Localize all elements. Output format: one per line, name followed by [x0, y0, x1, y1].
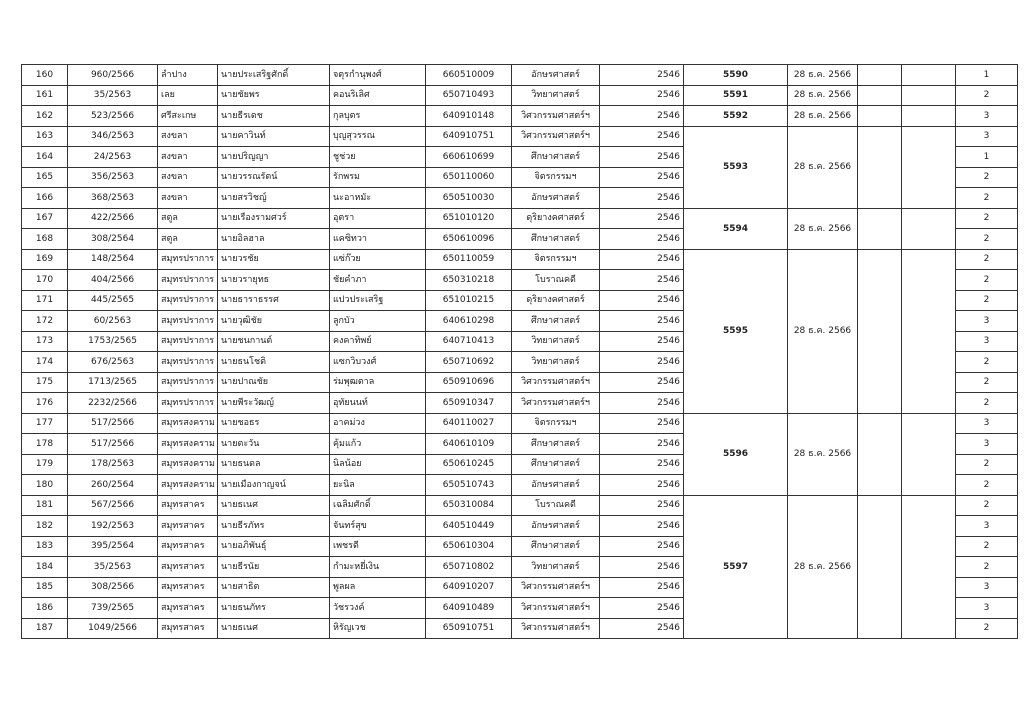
- row-number-cell: 164: [22, 147, 68, 168]
- first-name-cell: นายธีรนัย: [218, 557, 330, 578]
- faculty-cell: ดุริยางคศาสตร์: [512, 208, 600, 229]
- student-id-cell: 650910347: [426, 393, 512, 414]
- student-id-cell: 650610245: [426, 454, 512, 475]
- row-number-cell: 182: [22, 516, 68, 537]
- group-cell: 2: [956, 85, 1018, 106]
- batch-number-cell: 5594: [684, 208, 788, 249]
- row-number-cell: 161: [22, 85, 68, 106]
- group-cell: 2: [956, 495, 1018, 516]
- year-cell: 2546: [600, 413, 684, 434]
- batch-number-cell: 5591: [684, 85, 788, 106]
- case-code-cell: 523/2566: [68, 106, 158, 127]
- case-code-cell: 356/2563: [68, 167, 158, 188]
- student-id-cell: 640110027: [426, 413, 512, 434]
- group-cell: 2: [956, 475, 1018, 496]
- student-id-cell: 660510009: [426, 65, 512, 86]
- case-code-cell: 517/2566: [68, 434, 158, 455]
- province-cell: สมุทรปราการ: [158, 352, 218, 373]
- first-name-cell: นายธีรภัทร: [218, 516, 330, 537]
- surname-cell: นิลน้อย: [330, 454, 426, 475]
- faculty-cell: วิทยาศาสตร์: [512, 331, 600, 352]
- case-code-cell: 60/2563: [68, 311, 158, 332]
- first-name-cell: นายคาวินท์: [218, 126, 330, 147]
- blank-cell: [858, 106, 902, 127]
- student-id-cell: 650110060: [426, 167, 512, 188]
- province-cell: สงขลา: [158, 188, 218, 209]
- surname-cell: ชัยคำภา: [330, 270, 426, 291]
- table-row: [22, 126, 1018, 147]
- case-code-cell: 24/2563: [68, 147, 158, 168]
- row-number-cell: 179: [22, 454, 68, 475]
- table-row: [22, 65, 1018, 86]
- province-cell: สตูล: [158, 229, 218, 250]
- blank-cell: [902, 126, 956, 208]
- group-cell: 2: [956, 208, 1018, 229]
- group-cell: 3: [956, 331, 1018, 352]
- faculty-cell: วิศวกรรมศาสตร์ฯ: [512, 598, 600, 619]
- table-row: [22, 249, 1018, 270]
- row-number-cell: 184: [22, 557, 68, 578]
- row-number-cell: 181: [22, 495, 68, 516]
- province-cell: สมุทรปราการ: [158, 270, 218, 291]
- year-cell: 2546: [600, 270, 684, 291]
- group-cell: 2: [956, 536, 1018, 557]
- year-cell: 2546: [600, 618, 684, 639]
- first-name-cell: นายชนกานต์: [218, 331, 330, 352]
- batch-date-cell: 28 ธ.ค. 2566: [788, 85, 858, 106]
- batch-date-cell: 28 ธ.ค. 2566: [788, 413, 858, 495]
- first-name-cell: นายธเนศ: [218, 495, 330, 516]
- blank-cell: [858, 249, 902, 413]
- surname-cell: จตุรกำนุพงศ์: [330, 65, 426, 86]
- faculty-cell: ศึกษาศาสตร์: [512, 229, 600, 250]
- province-cell: สมุทรปราการ: [158, 393, 218, 414]
- group-cell: 3: [956, 516, 1018, 537]
- faculty-cell: อักษรศาสตร์: [512, 65, 600, 86]
- blank-cell: [902, 249, 956, 413]
- batch-number-cell: 5590: [684, 65, 788, 86]
- group-cell: 3: [956, 413, 1018, 434]
- case-code-cell: 517/2566: [68, 413, 158, 434]
- surname-cell: แคซิทวา: [330, 229, 426, 250]
- surname-cell: อาคม่วง: [330, 413, 426, 434]
- first-name-cell: นายสาธิต: [218, 577, 330, 598]
- first-name-cell: นายเมืองกาญจน์: [218, 475, 330, 496]
- faculty-cell: โบราณคดี: [512, 270, 600, 291]
- student-id-cell: 650610304: [426, 536, 512, 557]
- surname-cell: หิรัญเวช: [330, 618, 426, 639]
- surname-cell: จันทร์สุข: [330, 516, 426, 537]
- province-cell: สมุทรปราการ: [158, 311, 218, 332]
- case-code-cell: 148/2564: [68, 249, 158, 270]
- faculty-cell: วิศวกรรมศาสตร์ฯ: [512, 372, 600, 393]
- row-number-cell: 183: [22, 536, 68, 557]
- surname-cell: แซ่ก๊วย: [330, 249, 426, 270]
- case-code-cell: 308/2566: [68, 577, 158, 598]
- student-id-cell: 640910207: [426, 577, 512, 598]
- student-id-cell: 650910696: [426, 372, 512, 393]
- case-code-cell: 960/2566: [68, 65, 158, 86]
- surname-cell: รักพรม: [330, 167, 426, 188]
- student-id-cell: 650510030: [426, 188, 512, 209]
- table-row: [22, 85, 1018, 106]
- batch-date-cell: 28 ธ.ค. 2566: [788, 106, 858, 127]
- row-number-cell: 169: [22, 249, 68, 270]
- surname-cell: ลูกบัว: [330, 311, 426, 332]
- faculty-cell: วิทยาศาสตร์: [512, 557, 600, 578]
- case-code-cell: 35/2563: [68, 85, 158, 106]
- year-cell: 2546: [600, 106, 684, 127]
- group-cell: 3: [956, 106, 1018, 127]
- first-name-cell: นายสรวิชญ์: [218, 188, 330, 209]
- table-row: [22, 106, 1018, 127]
- year-cell: 2546: [600, 126, 684, 147]
- blank-cell: [902, 413, 956, 495]
- group-cell: 3: [956, 311, 1018, 332]
- surname-cell: วัชรวงค์: [330, 598, 426, 619]
- province-cell: สงขลา: [158, 126, 218, 147]
- case-code-cell: 192/2563: [68, 516, 158, 537]
- case-code-cell: 35/2563: [68, 557, 158, 578]
- surname-cell: กำมะหยี่เงิน: [330, 557, 426, 578]
- group-cell: 2: [956, 618, 1018, 639]
- surname-cell: นะอาหมัะ: [330, 188, 426, 209]
- faculty-cell: วิศวกรรมศาสตร์ฯ: [512, 126, 600, 147]
- year-cell: 2546: [600, 352, 684, 373]
- province-cell: สมุทรสงคราม: [158, 454, 218, 475]
- blank-cell: [902, 106, 956, 127]
- province-cell: สมุทรสาคร: [158, 598, 218, 619]
- row-number-cell: 185: [22, 577, 68, 598]
- group-cell: 2: [956, 249, 1018, 270]
- surname-cell: คงคาทิพย์: [330, 331, 426, 352]
- case-code-cell: 739/2565: [68, 598, 158, 619]
- student-id-cell: 650610096: [426, 229, 512, 250]
- case-code-cell: 567/2566: [68, 495, 158, 516]
- blank-cell: [902, 208, 956, 249]
- year-cell: 2546: [600, 167, 684, 188]
- year-cell: 2546: [600, 475, 684, 496]
- student-id-cell: 650910751: [426, 618, 512, 639]
- first-name-cell: นายตะวัน: [218, 434, 330, 455]
- province-cell: สมุทรปราการ: [158, 290, 218, 311]
- group-cell: 2: [956, 393, 1018, 414]
- group-cell: 3: [956, 577, 1018, 598]
- year-cell: 2546: [600, 147, 684, 168]
- year-cell: 2546: [600, 311, 684, 332]
- blank-cell: [858, 413, 902, 495]
- group-cell: 2: [956, 290, 1018, 311]
- case-code-cell: 676/2563: [68, 352, 158, 373]
- case-code-cell: 368/2563: [68, 188, 158, 209]
- row-number-cell: 177: [22, 413, 68, 434]
- group-cell: 1: [956, 147, 1018, 168]
- surname-cell: อุตรา: [330, 208, 426, 229]
- surname-cell: คอนริเลิศ: [330, 85, 426, 106]
- faculty-cell: จิตรกรรมฯ: [512, 167, 600, 188]
- group-cell: 1: [956, 65, 1018, 86]
- year-cell: 2546: [600, 434, 684, 455]
- student-id-cell: 640910489: [426, 598, 512, 619]
- province-cell: ลำปาง: [158, 65, 218, 86]
- document-table: [21, 64, 1018, 639]
- province-cell: สมุทรสาคร: [158, 557, 218, 578]
- year-cell: 2546: [600, 557, 684, 578]
- student-id-cell: 650710802: [426, 557, 512, 578]
- year-cell: 2546: [600, 249, 684, 270]
- province-cell: สตูล: [158, 208, 218, 229]
- table-row: [22, 208, 1018, 229]
- first-name-cell: นายปาณชัย: [218, 372, 330, 393]
- blank-cell: [858, 126, 902, 208]
- faculty-cell: วิศวกรรมศาสตร์ฯ: [512, 618, 600, 639]
- group-cell: 2: [956, 270, 1018, 291]
- case-code-cell: 308/2564: [68, 229, 158, 250]
- row-number-cell: 180: [22, 475, 68, 496]
- row-number-cell: 167: [22, 208, 68, 229]
- batch-number-cell: 5593: [684, 126, 788, 208]
- first-name-cell: นายธนภัทร: [218, 598, 330, 619]
- student-id-cell: 640610298: [426, 311, 512, 332]
- year-cell: 2546: [600, 495, 684, 516]
- province-cell: สงขลา: [158, 147, 218, 168]
- student-id-cell: 640610109: [426, 434, 512, 455]
- surname-cell: ชูช่วย: [330, 147, 426, 168]
- province-cell: สมุทรปราการ: [158, 249, 218, 270]
- batch-number-cell: 5595: [684, 249, 788, 413]
- row-number-cell: 171: [22, 290, 68, 311]
- row-number-cell: 187: [22, 618, 68, 639]
- year-cell: 2546: [600, 454, 684, 475]
- first-name-cell: นายวรชัย: [218, 249, 330, 270]
- first-name-cell: นายวรรณรัตน์: [218, 167, 330, 188]
- row-number-cell: 175: [22, 372, 68, 393]
- student-id-cell: 650510743: [426, 475, 512, 496]
- group-cell: 2: [956, 352, 1018, 373]
- province-cell: สมุทรสงคราม: [158, 434, 218, 455]
- student-id-cell: 651010215: [426, 290, 512, 311]
- first-name-cell: นายวุฒิชัย: [218, 311, 330, 332]
- year-cell: 2546: [600, 598, 684, 619]
- case-code-cell: 395/2564: [68, 536, 158, 557]
- table-body: [22, 65, 1018, 639]
- surname-cell: เพชรดี: [330, 536, 426, 557]
- row-number-cell: 178: [22, 434, 68, 455]
- surname-cell: พูลผล: [330, 577, 426, 598]
- year-cell: 2546: [600, 208, 684, 229]
- surname-cell: แปวประเสริฐ: [330, 290, 426, 311]
- province-cell: เลย: [158, 85, 218, 106]
- row-number-cell: 165: [22, 167, 68, 188]
- group-cell: 2: [956, 557, 1018, 578]
- case-code-cell: 260/2564: [68, 475, 158, 496]
- batch-number-cell: 5596: [684, 413, 788, 495]
- student-id-cell: 640710413: [426, 331, 512, 352]
- province-cell: สมุทรสงคราม: [158, 413, 218, 434]
- case-code-cell: 346/2563: [68, 126, 158, 147]
- blank-cell: [858, 208, 902, 249]
- province-cell: สมุทรสาคร: [158, 618, 218, 639]
- row-number-cell: 168: [22, 229, 68, 250]
- batch-date-cell: 28 ธ.ค. 2566: [788, 495, 858, 639]
- first-name-cell: นายชอธร: [218, 413, 330, 434]
- blank-cell: [902, 495, 956, 639]
- province-cell: สมุทรสาคร: [158, 495, 218, 516]
- batch-date-cell: 28 ธ.ค. 2566: [788, 65, 858, 86]
- faculty-cell: วิทยาศาสตร์: [512, 85, 600, 106]
- student-id-cell: 640510449: [426, 516, 512, 537]
- faculty-cell: ดุริยางคศาสตร์: [512, 290, 600, 311]
- first-name-cell: นายธนดล: [218, 454, 330, 475]
- first-name-cell: นายวรายุทธ: [218, 270, 330, 291]
- province-cell: สมุทรปราการ: [158, 372, 218, 393]
- row-number-cell: 186: [22, 598, 68, 619]
- faculty-cell: อักษรศาสตร์: [512, 188, 600, 209]
- first-name-cell: นายธนโชติ: [218, 352, 330, 373]
- batch-number-cell: 5597: [684, 495, 788, 639]
- row-number-cell: 172: [22, 311, 68, 332]
- first-name-cell: นายธาราธรรศ: [218, 290, 330, 311]
- surname-cell: บุญสุวรรณ: [330, 126, 426, 147]
- group-cell: 3: [956, 434, 1018, 455]
- group-cell: 2: [956, 229, 1018, 250]
- blank-cell: [902, 65, 956, 86]
- first-name-cell: นายประเสริฐศักดิ์: [218, 65, 330, 86]
- group-cell: 2: [956, 454, 1018, 475]
- student-id-cell: 640910148: [426, 106, 512, 127]
- batch-number-cell: 5592: [684, 106, 788, 127]
- surname-cell: กุลบุตร: [330, 106, 426, 127]
- faculty-cell: ศึกษาศาสตร์: [512, 311, 600, 332]
- faculty-cell: วิศวกรรมศาสตร์ฯ: [512, 106, 600, 127]
- year-cell: 2546: [600, 393, 684, 414]
- province-cell: สมุทรสาคร: [158, 577, 218, 598]
- surname-cell: เฉลิมศักดิ์: [330, 495, 426, 516]
- year-cell: 2546: [600, 229, 684, 250]
- table-row: [22, 495, 1018, 516]
- group-cell: 3: [956, 126, 1018, 147]
- faculty-cell: อักษรศาสตร์: [512, 516, 600, 537]
- faculty-cell: อักษรศาสตร์: [512, 475, 600, 496]
- student-id-cell: 650310218: [426, 270, 512, 291]
- row-number-cell: 160: [22, 65, 68, 86]
- row-number-cell: 176: [22, 393, 68, 414]
- province-cell: สมุทรปราการ: [158, 331, 218, 352]
- faculty-cell: ศึกษาศาสตร์: [512, 454, 600, 475]
- blank-cell: [858, 65, 902, 86]
- row-number-cell: 163: [22, 126, 68, 147]
- faculty-cell: จิตรกรรมฯ: [512, 413, 600, 434]
- first-name-cell: นายอภิพันธุ์: [218, 536, 330, 557]
- faculty-cell: จิตรกรรมฯ: [512, 249, 600, 270]
- year-cell: 2546: [600, 536, 684, 557]
- batch-date-cell: 28 ธ.ค. 2566: [788, 208, 858, 249]
- first-name-cell: นายธีรเดช: [218, 106, 330, 127]
- group-cell: 2: [956, 188, 1018, 209]
- student-id-cell: 651010120: [426, 208, 512, 229]
- province-cell: สมุทรสงคราม: [158, 475, 218, 496]
- group-cell: 2: [956, 372, 1018, 393]
- province-cell: สงขลา: [158, 167, 218, 188]
- first-name-cell: นายพีระวัฒญ์: [218, 393, 330, 414]
- year-cell: 2546: [600, 65, 684, 86]
- case-code-cell: 2232/2566: [68, 393, 158, 414]
- faculty-cell: วิทยาศาสตร์: [512, 352, 600, 373]
- first-name-cell: นายชัยพร: [218, 85, 330, 106]
- row-number-cell: 173: [22, 331, 68, 352]
- case-code-cell: 1713/2565: [68, 372, 158, 393]
- student-id-cell: 640910751: [426, 126, 512, 147]
- province-cell: สมุทรสาคร: [158, 516, 218, 537]
- case-code-cell: 178/2563: [68, 454, 158, 475]
- row-number-cell: 170: [22, 270, 68, 291]
- faculty-cell: ศึกษาศาสตร์: [512, 536, 600, 557]
- student-id-cell: 650110059: [426, 249, 512, 270]
- year-cell: 2546: [600, 516, 684, 537]
- surname-cell: แซกวิบวงศ์: [330, 352, 426, 373]
- case-code-cell: 1049/2566: [68, 618, 158, 639]
- first-name-cell: นายเรืองรามศวร์: [218, 208, 330, 229]
- student-id-cell: 660610699: [426, 147, 512, 168]
- faculty-cell: ศึกษาศาสตร์: [512, 147, 600, 168]
- blank-cell: [902, 85, 956, 106]
- batch-date-cell: 28 ธ.ค. 2566: [788, 126, 858, 208]
- year-cell: 2546: [600, 331, 684, 352]
- student-id-cell: 650710493: [426, 85, 512, 106]
- faculty-cell: วิศวกรรมศาสตร์ฯ: [512, 393, 600, 414]
- group-cell: 2: [956, 167, 1018, 188]
- group-cell: 3: [956, 598, 1018, 619]
- surname-cell: ร่มพุฒตาล: [330, 372, 426, 393]
- first-name-cell: นายอิลฮาล: [218, 229, 330, 250]
- faculty-cell: วิศวกรรมศาสตร์ฯ: [512, 577, 600, 598]
- blank-cell: [858, 495, 902, 639]
- surname-cell: อุทัยนนท์: [330, 393, 426, 414]
- batch-date-cell: 28 ธ.ค. 2566: [788, 249, 858, 413]
- student-id-cell: 650310084: [426, 495, 512, 516]
- first-name-cell: นายธเนศ: [218, 618, 330, 639]
- row-number-cell: 174: [22, 352, 68, 373]
- province-cell: สมุทรสาคร: [158, 536, 218, 557]
- faculty-cell: โบราณคดี: [512, 495, 600, 516]
- case-code-cell: 404/2566: [68, 270, 158, 291]
- year-cell: 2546: [600, 85, 684, 106]
- year-cell: 2546: [600, 290, 684, 311]
- year-cell: 2546: [600, 577, 684, 598]
- row-number-cell: 166: [22, 188, 68, 209]
- surname-cell: ยะนิล: [330, 475, 426, 496]
- row-number-cell: 162: [22, 106, 68, 127]
- case-code-cell: 1753/2565: [68, 331, 158, 352]
- case-code-cell: 445/2565: [68, 290, 158, 311]
- faculty-cell: ศึกษาศาสตร์: [512, 434, 600, 455]
- case-code-cell: 422/2566: [68, 208, 158, 229]
- blank-cell: [858, 85, 902, 106]
- year-cell: 2546: [600, 372, 684, 393]
- first-name-cell: นายปริญญา: [218, 147, 330, 168]
- table-row: [22, 413, 1018, 434]
- province-cell: ศรีสะเกษ: [158, 106, 218, 127]
- student-id-cell: 650710692: [426, 352, 512, 373]
- surname-cell: คุ้มแก้ว: [330, 434, 426, 455]
- year-cell: 2546: [600, 188, 684, 209]
